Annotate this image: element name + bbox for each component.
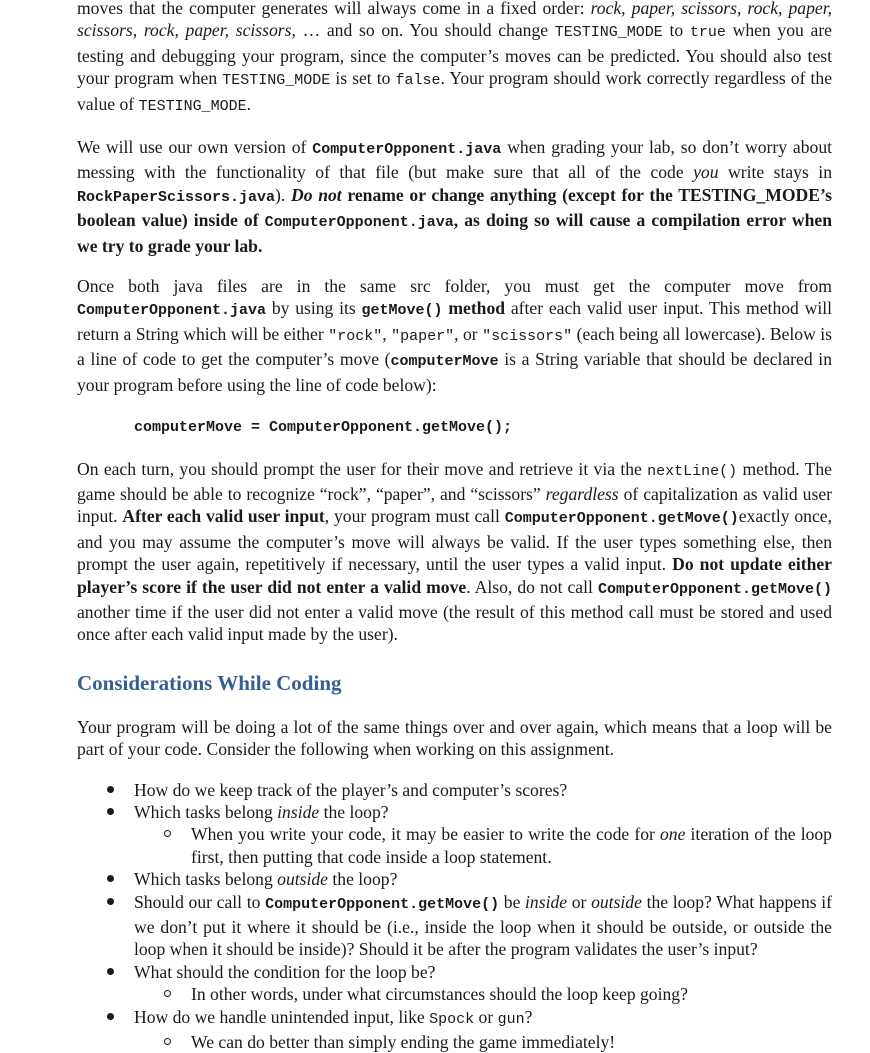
text: the loop? <box>328 869 398 890</box>
text: is set to <box>330 68 396 89</box>
text-italic: one <box>660 824 686 845</box>
text: How do we keep track of the player’s and computer’s scores? <box>134 779 568 800</box>
text-bold-italic: Do not <box>291 184 342 205</box>
code-testing-mode: TESTING_MODE <box>222 72 331 90</box>
code-testing-mode: TESTING_MODE <box>138 97 247 115</box>
code-gun: gun <box>497 1010 525 1028</box>
text: the loop? <box>319 801 389 822</box>
text: moves that the computer generates will always come in a fixed order: <box>77 0 591 18</box>
sub-list <box>134 1031 832 1053</box>
text-italic: regardless <box>545 483 619 504</box>
code-example <box>77 414 832 439</box>
text: . Also, do not call <box>466 576 598 597</box>
text: another time if the user did not enter a valid move (the result of this method call must be stored and used once after each valid input made by the user). <box>77 601 832 645</box>
text: be <box>499 891 526 912</box>
text: When you write your code, it may be easier to write the code for <box>191 824 660 845</box>
text: iteration of the loop first, then putting that code inside a loop statement. <box>191 824 832 867</box>
text: or <box>474 1006 498 1027</box>
code-get-move: getMove() <box>361 302 443 320</box>
code-computer-opponent-file: ComputerOpponent.java <box>77 302 267 320</box>
list-item <box>134 961 832 1006</box>
text: , <box>382 323 392 344</box>
text-bold: , as doing so will cause a compilation error when we try to grade your lab. <box>77 210 833 256</box>
sub-list-item <box>191 983 832 1005</box>
text: . <box>246 93 251 114</box>
text-bold: rename or change anything (except for the TESTING_MODE’s boolean value) inside of <box>77 184 832 231</box>
text: ). <box>275 184 292 205</box>
user-prompt-paragraph <box>77 458 832 646</box>
code-spock: Spock <box>429 1010 475 1028</box>
text: method. The game should be able to recognize “rock”, “paper”, and “scissors” <box>77 458 832 504</box>
text: , or <box>454 323 483 344</box>
sub-list-item <box>191 823 832 868</box>
text-italic: outside <box>591 891 642 912</box>
text-italic: inside <box>277 801 320 822</box>
code-example-text: computerMove = ComputerOpponent.getMove(); <box>134 419 513 437</box>
text: when you are testing and debugging your program, since the computer’s moves can be predicted. You should also test your program when <box>77 20 832 89</box>
text-bold: After each valid user input <box>122 506 325 527</box>
code-computer-opponent-file: ComputerOpponent.java <box>264 214 454 232</box>
text: . Your program should work correctly regardless of the value of <box>77 68 833 114</box>
code-rps-file: RockPaperScissors.java <box>77 188 276 206</box>
grading-paragraph <box>77 136 832 257</box>
section-heading: Considerations While Coding <box>77 670 342 695</box>
considerations-list <box>77 779 832 1053</box>
code-false: false <box>395 72 441 90</box>
code-rock: "rock" <box>328 327 383 345</box>
code-get-move-call: ComputerOpponent.getMove() <box>504 510 739 528</box>
text: We can do better than simply ending the game immediately! <box>191 1032 616 1053</box>
sub-list <box>134 823 832 868</box>
text: , your program must call <box>324 506 505 527</box>
loop-intro-paragraph: Your program will be doing a lot of the same things over and over again, which means that a loop will be part of your code. Consider the following when working on this assignment. <box>77 716 832 760</box>
code-testing-mode: TESTING_MODE <box>554 24 663 42</box>
code-get-move-call: ComputerOpponent.getMove() <box>597 580 832 598</box>
text: How do we handle unintended input, like <box>134 1006 430 1027</box>
testing-mode-paragraph <box>77 0 832 118</box>
text: exactly once, and you may assume the computer’s move will always be valid. If the user types something else, then prompt the user again, repetitively if necessary, until the user types a valid input. <box>77 506 832 575</box>
text: or <box>567 891 592 912</box>
text: write stays in <box>718 162 832 183</box>
text-italic: inside <box>525 891 568 912</box>
text: by using its <box>266 298 362 319</box>
text: Which tasks belong <box>134 801 278 822</box>
text: Which tasks belong <box>134 869 278 890</box>
list-item <box>134 891 832 961</box>
text: (each being all lowercase). Below is a line of code to get the computer’s move ( <box>77 323 832 370</box>
text: What should the condition for the loop be? <box>134 961 436 982</box>
list-item <box>134 801 832 868</box>
text: Once both java files are in the same src folder, you must get the computer move from <box>77 276 832 297</box>
code-computer-opponent-file: ComputerOpponent.java <box>312 141 502 159</box>
text: of capitalization as valid user input. <box>77 483 832 527</box>
code-next-line: nextLine() <box>647 462 738 480</box>
code-scissors: "scissors" <box>482 327 573 345</box>
text: On each turn, you should prompt the user for their move and retrieve it via the <box>77 458 648 479</box>
text-italic: rock, paper, scissors, rock, paper, scissors, rock, paper, scissors, <box>77 0 832 41</box>
text: when grading your lab, so don’t worry about messing with the functionality of that file (but make sure that all of the code <box>77 137 833 183</box>
list-item <box>134 868 832 890</box>
sub-list-item <box>191 1031 832 1053</box>
code-computer-move: computerMove <box>390 353 499 371</box>
code-paper: "paper" <box>391 327 455 345</box>
code-get-move-call: ComputerOpponent.getMove() <box>265 895 500 913</box>
get-move-paragraph <box>77 275 832 396</box>
text-bold: Do not update either player’s score if the user did not enter a valid move <box>77 554 832 597</box>
text: ? <box>524 1006 533 1027</box>
text: the loop? What happens if we don’t put it where it should be (i.e., inside the loop when it should be outside, or outside the loop when it should be inside)? Should it be after the program validates the user’s input? <box>134 891 832 960</box>
text-italic: you <box>693 162 719 183</box>
text: We will use our own version of <box>77 137 313 158</box>
text: after each valid user input. This method will return a String which will be either <box>77 298 832 344</box>
text-italic: outside <box>277 869 328 890</box>
code-true: true <box>689 24 726 42</box>
text: to <box>662 20 690 41</box>
text: is a String variable that should be declared in your program before using the line of code below): <box>77 349 832 395</box>
text-bold: method <box>442 298 506 319</box>
text: Should our call to <box>134 891 266 912</box>
text: … and so on. You should change <box>295 20 555 41</box>
list-item <box>134 779 832 801</box>
text: In other words, under what circumstances should the loop keep going? <box>191 984 688 1005</box>
sub-list <box>134 983 832 1005</box>
